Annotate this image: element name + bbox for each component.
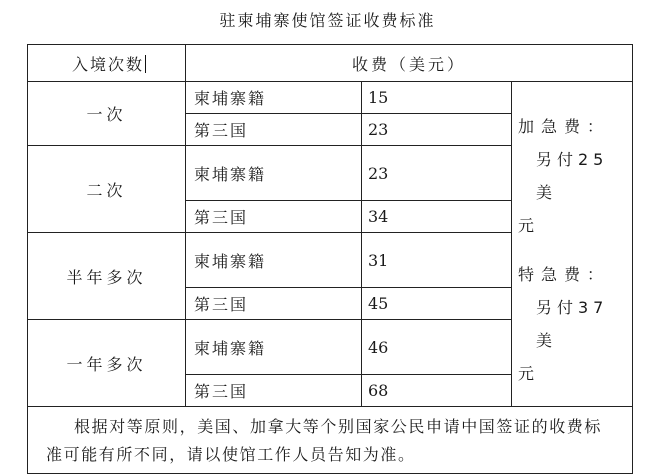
express-fee-block: [518, 258, 626, 390]
fee-value: 68: [362, 375, 512, 407]
nationality: 柬埔寨籍: [186, 233, 362, 288]
nationality: 第三国: [186, 288, 362, 320]
entry-count: 一年多次: [28, 320, 186, 407]
nationality: 柬埔寨籍: [186, 320, 362, 375]
express-fee-label: 特急费：: [518, 265, 611, 284]
urgent-fee-cell: [512, 82, 633, 407]
fee-value: 34: [362, 201, 512, 233]
urgent-fee-text: 另付25美: [536, 150, 609, 202]
visa-fee-table: [27, 44, 633, 474]
nationality: 第三国: [186, 201, 362, 233]
express-fee-unit: 元: [518, 364, 537, 383]
header-entries-cell: [28, 45, 186, 82]
fee-value: 31: [362, 233, 512, 288]
urgent-fee-label: 加急费：: [518, 117, 611, 136]
note-row: [28, 407, 633, 474]
nationality: 第三国: [186, 114, 362, 146]
express-fee-text: 另付37美: [536, 298, 609, 350]
fee-value: 23: [362, 146, 512, 201]
header-entries: 入境次数: [72, 54, 145, 74]
fee-note: 根据对等原则，美国、加拿大等个别国家公民申请中国签证的收费标准可能有所不同，请以使馆工作人员告知为准。: [28, 407, 633, 474]
fee-value: 46: [362, 320, 512, 375]
entry-count: 一次: [28, 82, 186, 146]
fee-value: 45: [362, 288, 512, 320]
fee-value: 23: [362, 114, 512, 146]
urgent-fee-unit: 元: [518, 216, 537, 235]
fee-value: 15: [362, 82, 512, 114]
entry-count: 二次: [28, 146, 186, 233]
header-row: [28, 45, 633, 82]
nationality: 第三国: [186, 375, 362, 407]
urgent-fee-block: [518, 110, 626, 242]
entry-count: 半年多次: [28, 233, 186, 320]
nationality: 柬埔寨籍: [186, 146, 362, 201]
nationality: 柬埔寨籍: [186, 82, 362, 114]
page-title: 驻柬埔寨使馆签证收费标准: [219, 11, 436, 30]
text-cursor: [145, 55, 146, 73]
header-fee: 收费（美元）: [186, 45, 633, 82]
table-row: [28, 82, 633, 114]
